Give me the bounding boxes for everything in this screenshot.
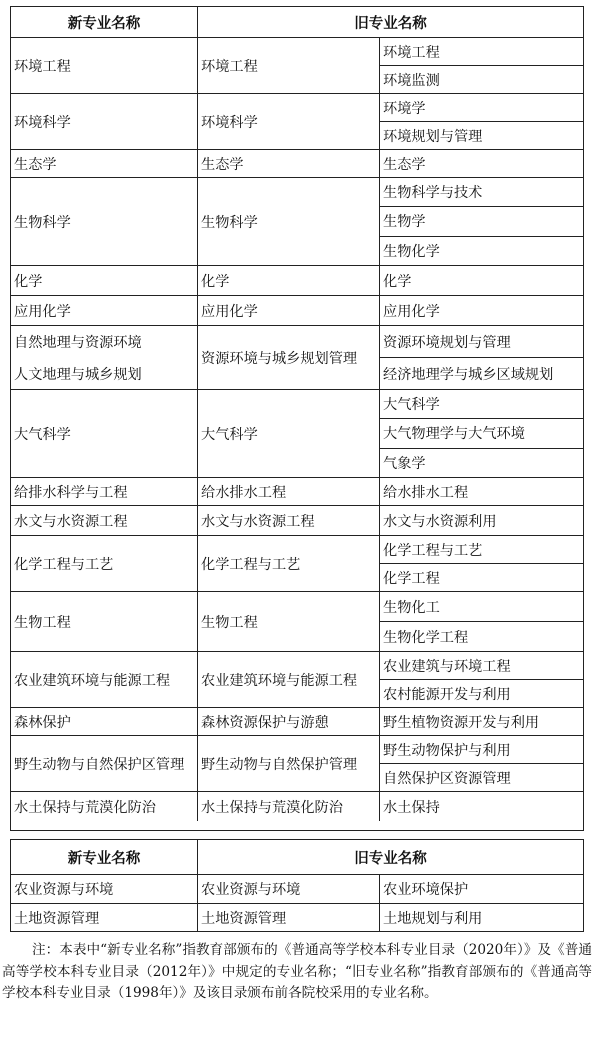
mid-major-cell: 森林资源保护与游憩	[198, 708, 380, 735]
old-major-name: 生态学	[383, 156, 426, 173]
new-major-cell: 化学工程与工艺	[11, 536, 198, 591]
header-old-name: 旧专业名称	[354, 850, 427, 867]
new-major-cell: 生物科学	[11, 178, 198, 265]
old-major-cell	[380, 652, 583, 707]
table-row	[11, 37, 583, 93]
mid-major-cell: 生物工程	[198, 592, 380, 651]
old-major-name: 野生植物资源开发与利用	[383, 714, 540, 731]
new-major-cell: 环境工程	[11, 38, 198, 93]
mid-major-cell: 水土保持与荒漠化防治	[198, 792, 380, 821]
table-row	[11, 177, 583, 265]
old-major-cell	[380, 266, 583, 295]
table-row	[11, 265, 583, 295]
mid-major-cell: 环境工程	[198, 38, 380, 93]
old-major-name: 环境工程	[383, 44, 440, 61]
old-major-cell	[380, 38, 583, 93]
old-major-name: 环境监测	[380, 65, 583, 93]
table-row	[11, 389, 583, 477]
old-major-name: 水土保持	[383, 799, 440, 816]
old-major-name: 生物化学	[380, 236, 583, 265]
old-major-cell	[380, 736, 583, 791]
mid-major-cell: 水文与水资源工程	[198, 506, 380, 535]
old-major-cell	[380, 792, 583, 821]
old-major-name: 野生动物保护与利用	[383, 742, 511, 759]
new-major-cell: 环境科学	[11, 94, 198, 149]
new-major-cell: 化学	[11, 266, 198, 295]
old-major-name: 气象学	[380, 448, 583, 477]
old-major-cell	[380, 506, 583, 535]
old-major-name: 土地规划与利用	[383, 910, 483, 927]
new-major-cell: 大气科学	[11, 390, 198, 477]
table-row	[11, 505, 583, 535]
mid-major-cell: 生态学	[198, 150, 380, 177]
old-major-name: 农业环境保护	[383, 882, 469, 898]
new-major-cell: 应用化学	[11, 296, 198, 325]
new-major-cell: 生态学	[11, 150, 198, 177]
mid-major-cell: 环境科学	[198, 94, 380, 149]
table-row	[11, 735, 583, 791]
mid-major-cell: 土地资源管理	[198, 904, 380, 931]
old-major-cell	[380, 390, 583, 477]
table-row	[11, 477, 583, 505]
new-major-cell: 土地资源管理	[11, 904, 198, 931]
old-major-name: 农村能源开发与利用	[380, 679, 583, 707]
major-table	[10, 6, 584, 831]
old-major-cell	[380, 536, 583, 591]
table-row	[11, 295, 583, 325]
major-table-2	[10, 839, 584, 932]
old-major-name: 农业建筑与环境工程	[383, 658, 511, 675]
old-major-name: 生物化工	[383, 599, 440, 616]
new-major-cell: 生物工程	[11, 592, 198, 651]
old-major-name: 给水排水工程	[383, 484, 469, 501]
mid-major-cell: 给水排水工程	[198, 478, 380, 505]
table-row	[11, 325, 583, 389]
header-row	[11, 7, 583, 37]
mid-major-cell: 大气科学	[198, 390, 380, 477]
new-major-cell: 野生动物与自然保护区管理	[11, 736, 198, 791]
table-note: 注：本表中“新专业名称”指教育部颁布的《普通高等学校本科专业目录（2020年）》及《普通高等学校本科专业目录（2012年）》中规定的专业名称；“旧专业名称”指教育部颁布的《普通高等学校本科专业目录（1998年）》及该目录颁布前各院校采用的专业名称。	[2, 942, 592, 1001]
old-major-cell	[380, 875, 583, 903]
new-major-name: 自然地理与资源环境	[14, 335, 142, 351]
old-major-name: 生物科学与技术	[383, 185, 483, 202]
table-row	[11, 791, 583, 821]
mid-major-cell: 农业资源与环境	[198, 875, 380, 903]
old-major-cell	[380, 150, 583, 177]
mid-major-cell: 化学	[198, 266, 380, 295]
new-major-cell: 水土保持与荒漠化防治	[11, 792, 198, 821]
old-major-cell	[380, 296, 583, 325]
old-major-name: 环境学	[383, 100, 426, 117]
old-major-name: 化学	[383, 273, 412, 290]
mid-major-cell: 生物科学	[198, 178, 380, 265]
table-row	[11, 535, 583, 591]
old-major-cell	[380, 178, 583, 265]
mid-major-cell: 应用化学	[198, 296, 380, 325]
table-row	[11, 707, 583, 735]
table-row	[11, 149, 583, 177]
header-row	[11, 840, 583, 874]
old-major-name: 生物学	[380, 206, 583, 235]
old-major-name: 大气物理学与大气环境	[380, 418, 583, 447]
table-row	[11, 591, 583, 651]
old-major-cell	[380, 326, 583, 389]
header-new-name: 新专业名称	[11, 7, 198, 37]
old-major-cell	[380, 478, 583, 505]
old-major-name: 环境规划与管理	[380, 121, 583, 149]
new-major-cell	[11, 326, 198, 389]
old-major-name: 大气科学	[383, 397, 440, 414]
old-major-name: 生物化学工程	[380, 621, 583, 651]
new-major-name: 人文地理与城乡规划	[14, 367, 142, 383]
new-major-cell: 农业资源与环境	[11, 875, 198, 903]
new-major-cell: 给排水科学与工程	[11, 478, 198, 505]
mid-major-cell: 农业建筑环境与能源工程	[198, 652, 380, 707]
table-row	[11, 903, 583, 931]
old-major-name: 资源环境规划与管理	[383, 334, 511, 351]
old-major-name: 水文与水资源利用	[383, 513, 497, 530]
new-major-cell: 农业建筑环境与能源工程	[11, 652, 198, 707]
old-major-cell	[380, 94, 583, 149]
new-major-cell: 森林保护	[11, 708, 198, 735]
old-major-name: 自然保护区资源管理	[380, 763, 583, 791]
old-major-name: 应用化学	[383, 303, 440, 320]
table-row	[11, 874, 583, 903]
table-row	[11, 93, 583, 149]
new-major-cell: 水文与水资源工程	[11, 506, 198, 535]
old-major-name: 化学工程	[380, 563, 583, 591]
old-major-cell	[380, 708, 583, 735]
header-new-name: 新专业名称	[11, 840, 198, 874]
header-old-name: 旧专业名称	[354, 15, 427, 32]
mid-major-cell: 资源环境与城乡规划管理	[198, 326, 380, 389]
table-row	[11, 651, 583, 707]
mid-major-cell: 化学工程与工艺	[198, 536, 380, 591]
old-major-name: 化学工程与工艺	[383, 542, 483, 559]
old-major-name: 经济地理学与城乡区域规划	[380, 357, 583, 389]
old-major-cell	[380, 904, 583, 931]
mid-major-cell: 野生动物与自然保护管理	[198, 736, 380, 791]
old-major-cell	[380, 592, 583, 651]
